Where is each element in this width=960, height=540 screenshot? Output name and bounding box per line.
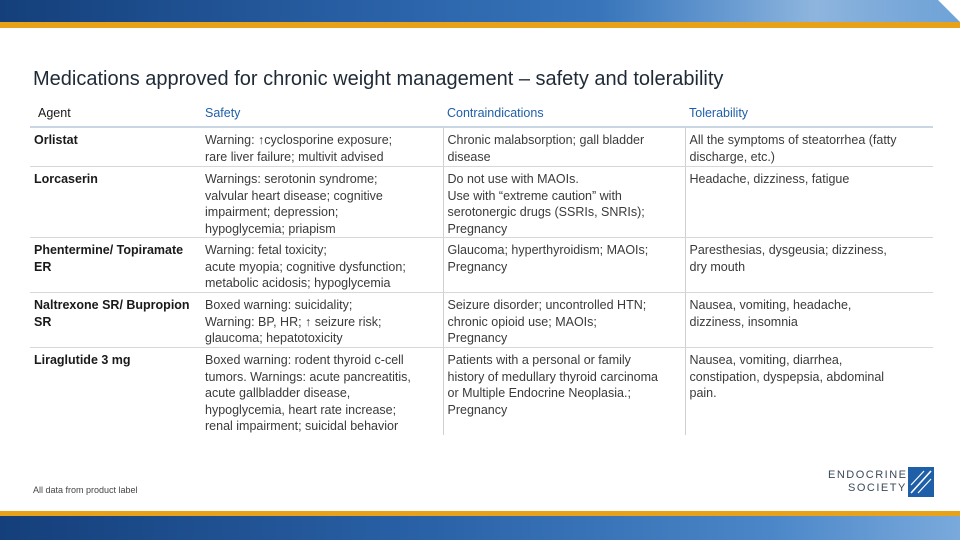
header-safety: Safety [201,100,443,127]
cell-line: pain. [689,386,717,400]
agent-name: Phentermine/ Topiramate ER [30,238,201,293]
agent-name: Naltrexone SR/ Bupropion SR [30,293,201,348]
table-row [30,167,933,238]
tolerability-cell [685,348,933,435]
header-agent: Agent [30,100,201,127]
top-accent-stripe [0,22,960,28]
cell-line: Boxed warning: suicidality; [205,298,353,312]
safety-cell [201,127,443,167]
header-tolerability: Tolerability [685,100,933,127]
table-header-row [30,100,933,127]
logo-mark-icon [908,467,934,497]
safety-cell [201,348,443,435]
contraindications-cell [443,127,685,167]
cell-line: chronic opioid use; MAOIs; [447,314,597,329]
table-row [30,293,933,348]
contraindications-cell [443,238,685,293]
agent-name: Lorcaserin [30,167,201,238]
tolerability-cell [685,238,933,293]
tolerability-cell [685,167,933,238]
cell-line: valvular heart disease; cognitive [205,188,383,203]
cell-line: Seizure disorder; uncontrolled HTN; [447,298,647,312]
cell-line: renal impairment; suicidal behavior [205,419,399,433]
cell-line: glaucoma; hepatotoxicity [205,331,343,345]
cell-line: Nausea, vomiting, headache, [689,298,852,312]
agent-name: Liraglutide 3 mg [34,353,131,367]
tolerability-cell [685,293,933,348]
cell-line: Nausea, vomiting, diarrhea, [689,353,843,367]
cell-line: impairment; depression; [205,205,339,219]
top-banner [0,0,960,22]
cell-line: Headache, dizziness, fatigue [689,172,850,186]
table-row [30,238,933,293]
bottom-banner [0,516,960,540]
endocrine-society-logo [828,467,934,499]
safety-cell [201,167,443,238]
contraindications-cell [443,348,685,435]
cell-line: Chronic malabsorption; gall bladder [447,133,645,147]
footnote: All data from product label [33,485,138,495]
cell-line: Patients with a personal or family [447,353,631,367]
table-row [30,127,933,167]
cell-line: Warning: ↑cyclosporine exposure; [205,133,393,147]
tolerability-cell [685,127,933,167]
cell-line: hypoglycemia; priapism [205,221,336,236]
cell-line: disease [447,149,491,164]
cell-line: dry mouth [689,259,746,274]
agent-name: Orlistat [30,127,201,167]
cell-line: or Multiple Endocrine Neoplasia.; [447,386,631,400]
safety-cell [201,293,443,348]
cell-line: Pregnancy [447,221,508,236]
cell-line: constipation, dyspepsia, abdominal [689,369,885,384]
contraindications-cell [443,293,685,348]
cell-line: hypoglycemia, heart rate increase; [205,402,397,417]
header-contraindications: Contraindications [443,100,685,127]
cell-line: serotonergic drugs (SSRIs, SNRIs); [447,205,645,219]
cell-line: Paresthesias, dysgeusia; dizziness, [689,243,887,257]
cell-line: history of medullary thyroid carcinoma [447,369,658,384]
cell-line: acute gallbladder disease, [205,386,351,400]
cell-line: Warning: fetal toxicity; [205,243,327,257]
medications-table [30,100,933,435]
contraindications-cell [443,167,685,238]
cell-line: acute myopia; cognitive dysfunction; [205,259,406,274]
cell-line: Boxed warning: rodent thyroid c-cell [205,353,404,367]
safety-cell [201,238,443,293]
table-row [30,348,933,435]
cell-line: Pregnancy [447,259,508,274]
cell-line: metabolic acidosis; hypoglycemia [205,276,391,290]
cell-line: dizziness, insomnia [689,314,798,329]
cell-line: Pregnancy [447,402,508,417]
cell-line: tumors. Warnings: acute pancreatitis, [205,369,411,384]
cell-line: Warning: BP, HR; ↑ seizure risk; [205,314,382,329]
cell-line: Do not use with MAOIs. [447,172,579,186]
logo-line-2: SOCIETY [848,482,907,494]
cell-line: Warnings: serotonin syndrome; [205,172,378,186]
cell-line: Glaucoma; hyperthyroidism; MAOIs; [447,243,649,257]
logo-line-1: ENDOCRINE [828,469,908,481]
cell-line: discharge, etc.) [689,149,775,164]
cell-line: Pregnancy [447,331,508,345]
cell-line: rare liver failure; multivit advised [205,149,384,164]
cell-line: Use with “extreme caution” with [447,188,622,203]
cell-line: All the symptoms of steatorrhea (fatty [689,133,897,147]
slide-title: Medications approved for chronic weight management – safety and tolerability [33,68,724,90]
